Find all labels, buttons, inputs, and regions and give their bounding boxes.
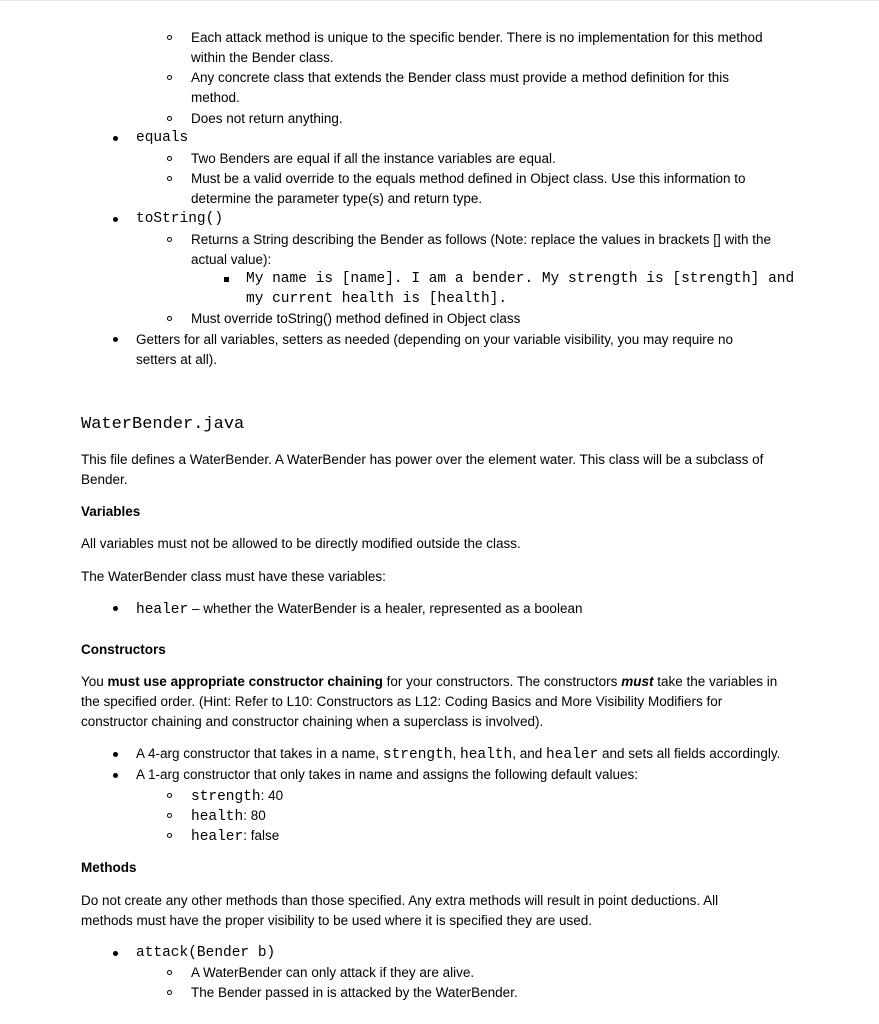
getters-line: Getters for all variables, setters as needed (depending on your variable visibility, you may require no (136, 332, 734, 347)
sub-bullet (167, 156, 172, 161)
sub-bullet (167, 833, 172, 838)
text-run: , and (512, 746, 547, 761)
bullet (113, 606, 118, 611)
bullet (113, 337, 118, 342)
intro-line: This file defines a WaterBender. A WaterBender has power over the element water. This class will be a subclass of (81, 452, 764, 467)
code-text: health (460, 747, 513, 763)
methods-paragraph-line: Do not create any other methods than those specified. Any extra methods will result in point deductions. All (81, 893, 719, 908)
attack-detail-line: A WaterBender can only attack if they are alive. (191, 965, 475, 980)
sub-bullet (167, 813, 172, 818)
code-text: healer (546, 747, 599, 763)
equals-detail-line: Must be a valid override to the equals method defined in Object class. Use this information to (191, 171, 746, 186)
equals-detail-line: determine the parameter type(s) and return type. (191, 191, 483, 206)
tostring-detail-line: actual value): (191, 252, 272, 267)
attack-detail-line: within the Bender class. (191, 50, 334, 65)
waterbender-file-heading: WaterBender.java (81, 415, 245, 434)
methods-heading: Methods (81, 860, 137, 875)
sub-bullet (167, 176, 172, 181)
constructors-paragraph-line: the specified order. (Hint: Refer to L10: Constructors as L12: Coding Basics and More Visibility Modifiers for (81, 694, 723, 709)
healer-variable-item (136, 599, 582, 620)
variables-heading: Variables (81, 504, 141, 519)
sub-bullet (167, 237, 172, 242)
attack-detail-line: Any concrete class that extends the Bender class must provide a method definition for this (191, 70, 730, 85)
text-run: and sets all fields accordingly. (598, 746, 781, 761)
tostring-method-name: toString() (136, 211, 224, 227)
healer-variable-desc: – whether the WaterBender is a healer, represented as a boolean (188, 601, 583, 616)
constructors-paragraph-line (81, 672, 777, 692)
constructors-paragraph-line: constructor chaining and constructor chaining when a superclass is involved). (81, 714, 544, 729)
attack-method-signature: attack(Bender b) (136, 945, 276, 961)
emphasis-text: must use appropriate constructor chaining (107, 674, 383, 689)
sub-bullet (167, 116, 172, 121)
bullet (113, 752, 118, 757)
bullet (113, 217, 118, 222)
sub-sub-bullet (224, 277, 229, 282)
code-text: strength (191, 789, 261, 805)
bullet (113, 951, 118, 956)
sub-bullet (167, 793, 172, 798)
methods-paragraph-line: methods must have the proper visibility to be used where it is specified they are used. (81, 913, 593, 928)
sub-bullet (167, 35, 172, 40)
attack-detail-line: method. (191, 90, 240, 105)
code-text: strength (382, 747, 453, 763)
code-text: healer (191, 829, 244, 845)
text-run: for your constructors. The constructors (382, 674, 622, 689)
default-value-item (191, 826, 279, 847)
tostring-override-note: Must override toString() method defined in Object class (191, 311, 521, 326)
text-run: You (81, 674, 108, 689)
constructor-4arg-item (136, 744, 780, 765)
constructor-1arg-item: A 1-arg constructor that only takes in name and assigns the following default values: (136, 767, 639, 782)
tostring-detail-line: Returns a String describing the Bender as follows (Note: replace the values in brackets [] with the (191, 232, 772, 247)
text-run: : 80 (243, 808, 266, 823)
equals-detail-line: Two Benders are equal if all the instance variables are equal. (191, 151, 556, 166)
getters-line: setters at all). (136, 352, 218, 367)
attack-detail-line: The Bender passed in is attacked by the WaterBender. (191, 985, 518, 1000)
text-run: A 4-arg constructor that takes in a name, (136, 746, 383, 761)
default-value-item (191, 806, 266, 827)
bullet (113, 773, 118, 778)
sub-bullet (167, 970, 172, 975)
text-run: : 40 (260, 788, 284, 803)
text-run: take the variables in (653, 674, 778, 689)
emphasis-text: must (621, 674, 654, 689)
variables-note: All variables must not be allowed to be directly modified outside the class. (81, 536, 521, 551)
text-run: : false (243, 828, 280, 843)
attack-detail-line: Each attack method is unique to the specific bender. There is no implementation for this method (191, 30, 763, 45)
variables-intro: The WaterBender class must have these variables: (81, 569, 386, 584)
sub-bullet (167, 75, 172, 80)
page-top-border (0, 0, 879, 1)
healer-variable-name: healer (136, 602, 189, 618)
text-run: , (452, 746, 461, 761)
sub-bullet (167, 316, 172, 321)
constructors-heading: Constructors (81, 642, 166, 657)
tostring-format-line: My name is [name]. I am a bender. My strength is [strength] and (246, 271, 795, 287)
tostring-format-line: my current health is [health]. (246, 291, 508, 307)
default-value-item (191, 786, 283, 807)
intro-line: Bender. (81, 472, 128, 487)
code-text: health (191, 809, 244, 825)
bullet (113, 136, 118, 141)
equals-method-name: equals (136, 130, 189, 146)
attack-detail-line: Does not return anything. (191, 111, 343, 126)
sub-bullet (167, 990, 172, 995)
